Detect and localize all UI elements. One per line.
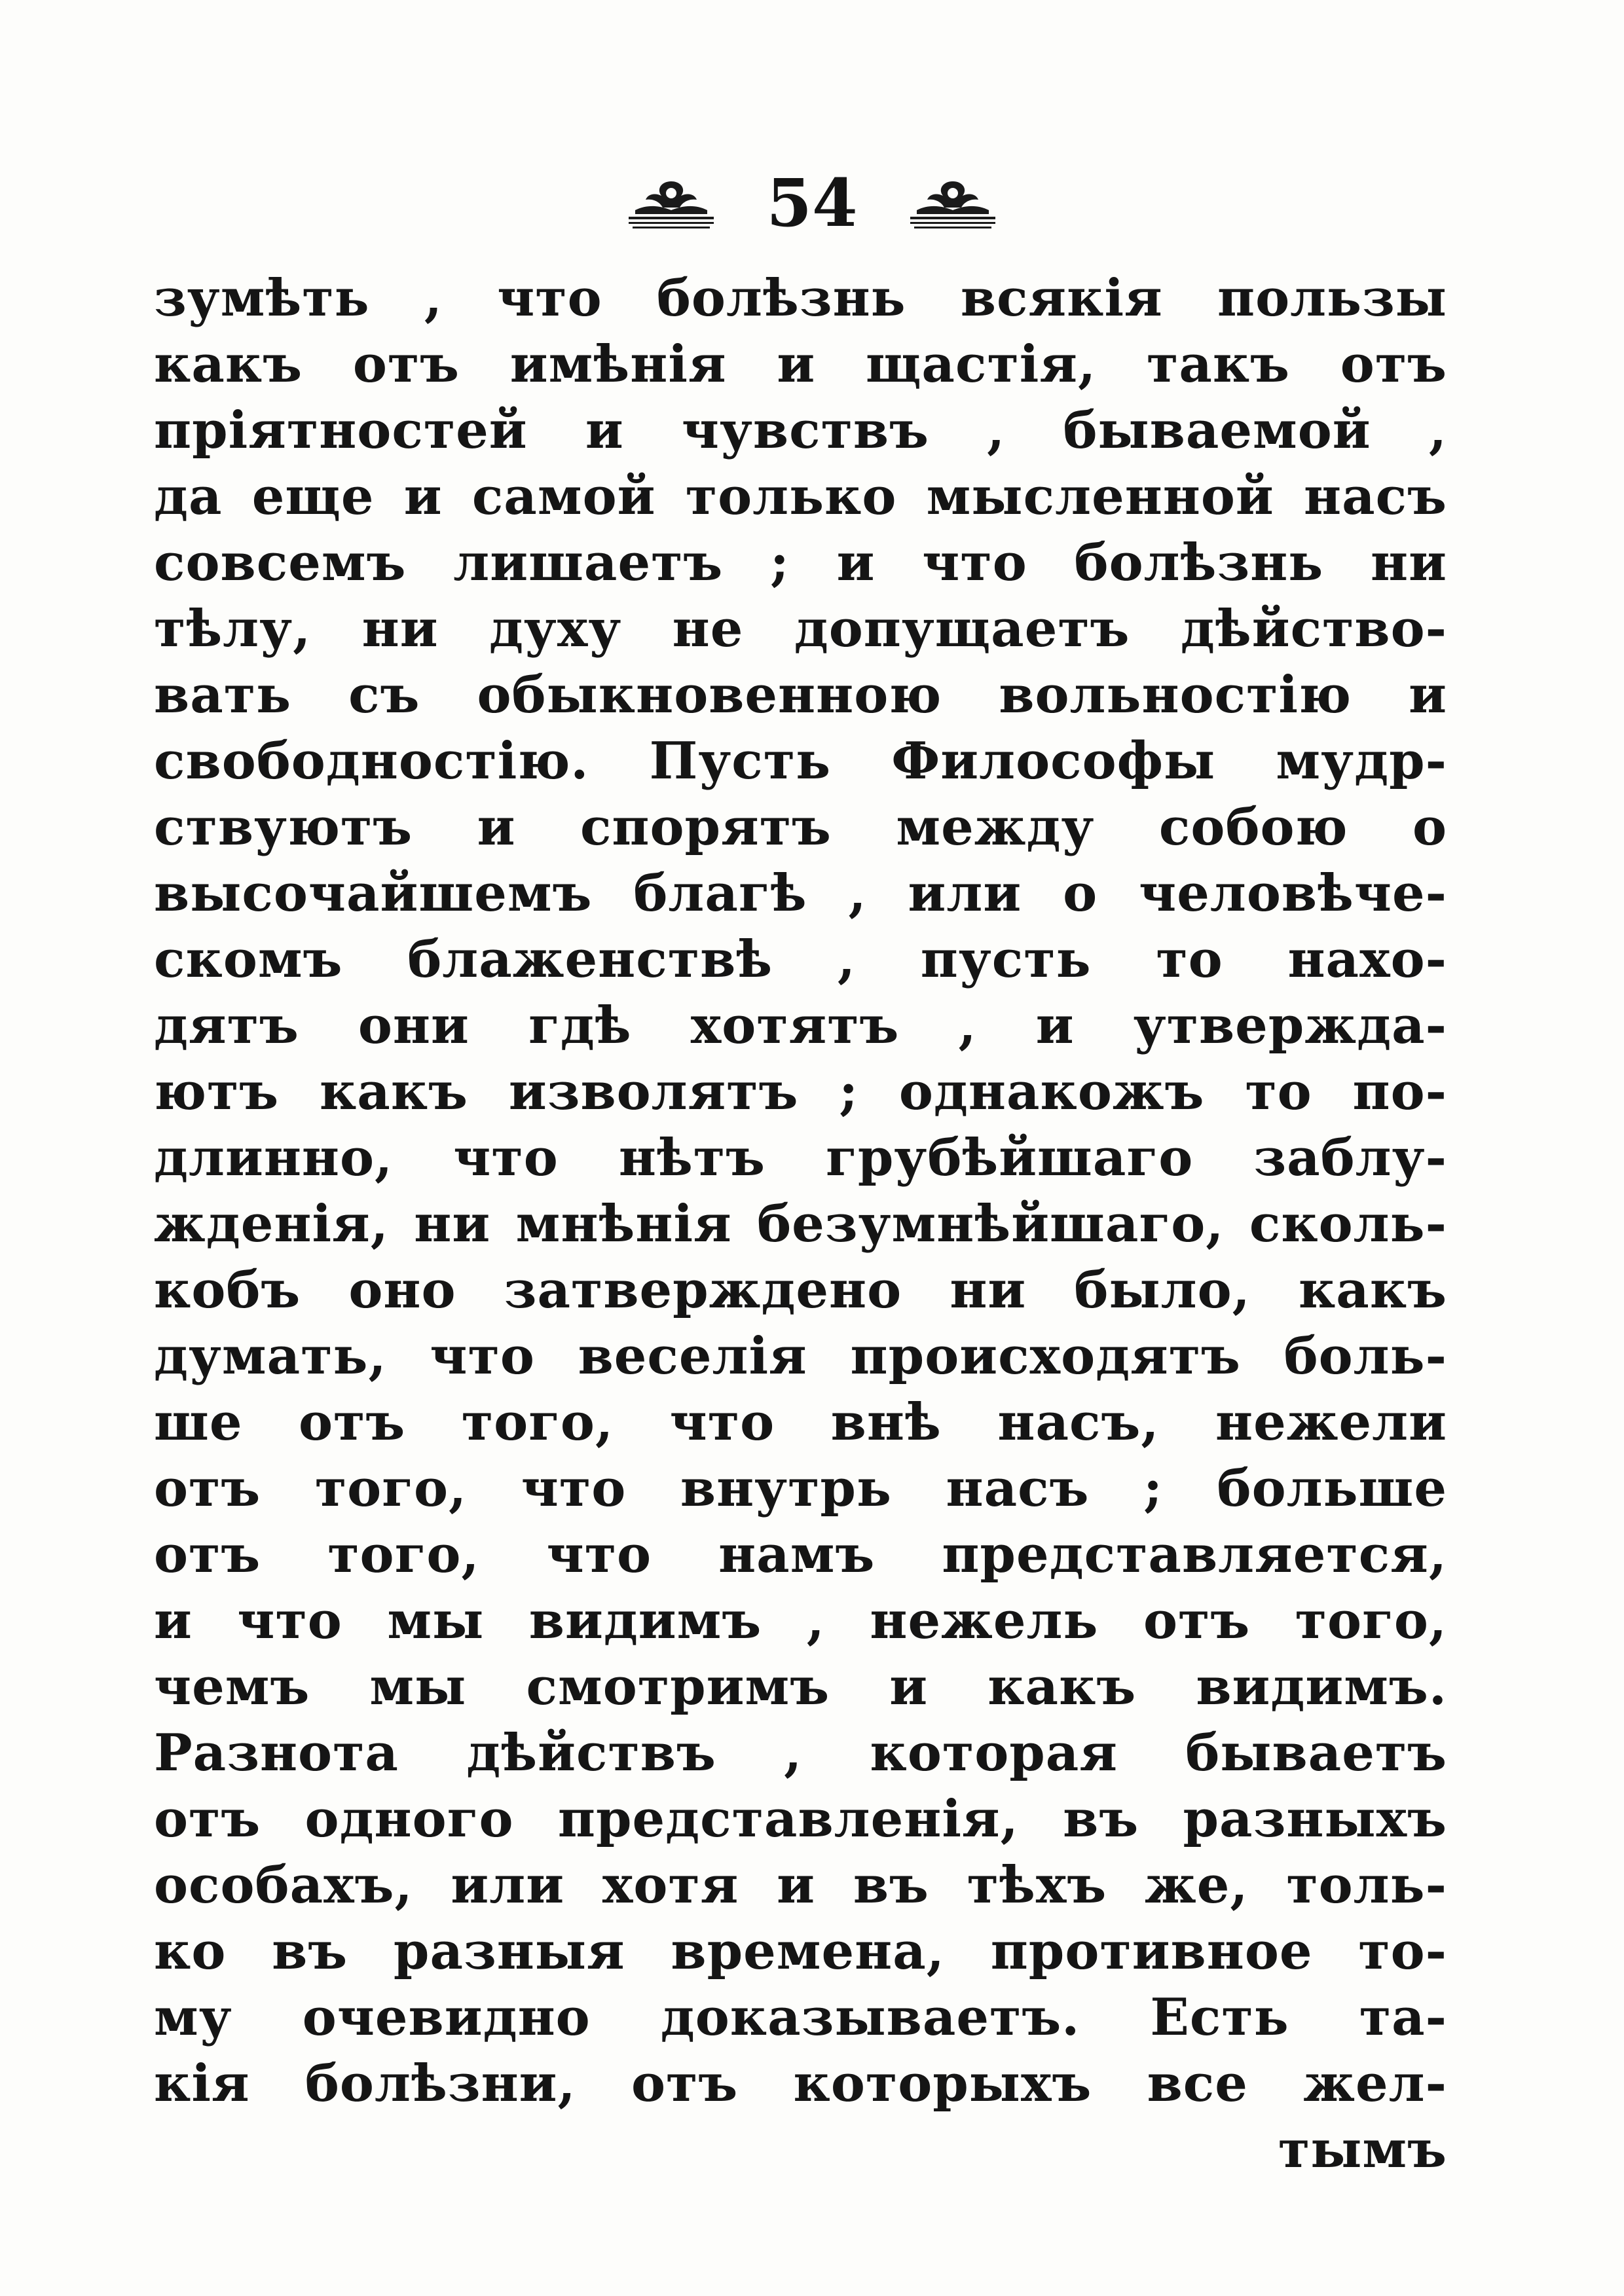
- ornament-icon: [622, 173, 720, 232]
- text-line: вать съ обыкновенною вольностію и: [154, 665, 1447, 725]
- text-line: пріятностей и чувствъ , бываемой ,: [154, 401, 1447, 460]
- text-line: дятъ они гдѣ хотятъ , и утвержда-: [154, 996, 1447, 1055]
- text-line: да еще и самой только мысленной насъ: [154, 467, 1447, 526]
- text-line: ко въ разныя времена, противное то-: [154, 1922, 1447, 1981]
- text-line: ше отъ того, что внѣ насъ, нежели: [154, 1393, 1447, 1452]
- text-line: отъ того, что намъ представляется,: [154, 1525, 1447, 1584]
- catchword: тымъ: [1278, 2120, 1447, 2179]
- text-line: тѣлу, ни духу не допущаетъ дѣйство-: [154, 599, 1447, 659]
- text-line: ствуютъ и спорятъ между собою о: [154, 797, 1447, 857]
- text-line: кобъ оно затверждено ни было, какъ: [154, 1260, 1447, 1320]
- text-line: отъ одного представленія, въ разныхъ: [154, 1789, 1447, 1849]
- text-line: Разнота дѣйствъ , которая бываетъ: [154, 1723, 1447, 1783]
- text-line: и что мы видимъ , нежель отъ того,: [154, 1591, 1447, 1650]
- text-line: свободностію. Пусть Философы мудр-: [154, 731, 1447, 791]
- text-line: высочайшемъ благѣ , или о человѣче-: [154, 864, 1447, 923]
- body-text: [154, 265, 1447, 2183]
- text-line: жденія, ни мнѣнія безумнѣйшаго, сколь-: [154, 1194, 1447, 1254]
- text-line: скомъ блаженствѣ , пусть то нахо-: [154, 930, 1447, 989]
- text-line: зумѣть , что болѣзнь всякія пользы: [154, 268, 1447, 328]
- text-line: му очевидно доказываетъ. Есть та-: [154, 1988, 1447, 2047]
- page-header: [0, 164, 1624, 242]
- text-line: длинно, что нѣтъ грубѣйшаго заблу-: [154, 1128, 1447, 1188]
- text-line: чемъ мы смотримъ и какъ видимъ.: [154, 1657, 1447, 1717]
- text-line: какъ отъ имѣнія и щастія, такъ отъ: [154, 335, 1447, 394]
- text-line: особахъ, или хотя и въ тѣхъ же, толь-: [154, 1855, 1447, 1915]
- text-line: совсемъ лишаетъ ; и что болѣзнь ни: [154, 533, 1447, 592]
- ornament-icon: [904, 173, 1002, 232]
- text-line: думать, что веселія происходятъ боль-: [154, 1326, 1447, 1386]
- text-line: кія болѣзни, отъ которыхъ все жел-: [154, 2054, 1447, 2113]
- text-line: ютъ какъ изволятъ ; однакожъ то по-: [154, 1062, 1447, 1121]
- page-number: 54: [766, 164, 858, 242]
- text-line: отъ того, что внутрь насъ ; больше: [154, 1459, 1447, 1518]
